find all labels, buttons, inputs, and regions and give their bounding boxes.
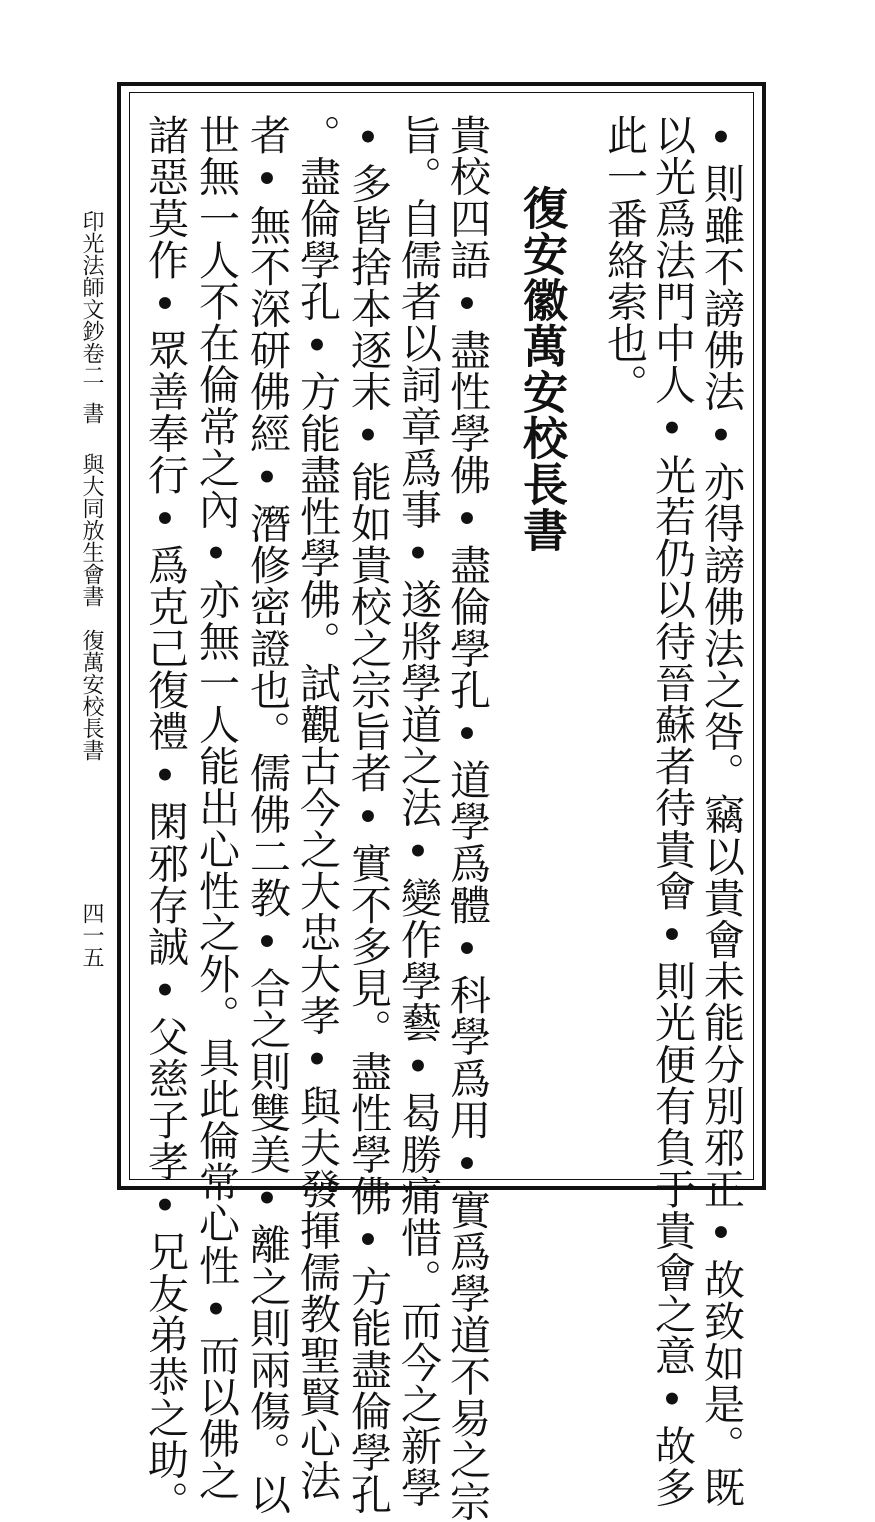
letter-title: 復安徽萬安校長書 bbox=[515, 185, 568, 553]
text-column-6: •多皆捨本逐末•能如貴校之宗旨者•實不多見。盡性學佛•方能盡倫學孔 bbox=[344, 114, 392, 1515]
letter-titles: 與大同放生會書 復萬安校長書 bbox=[79, 453, 104, 761]
text-column-3: 此一番絡索也。 bbox=[600, 114, 648, 406]
text-column-10: 諸惡莫作•眾善奉行•爲克己復禮•閑邪存誠•父慈子孝•兄友弟恭之助。 bbox=[141, 114, 189, 1522]
text-column-9: 世無一人不在倫常之內•亦無一人能出心性之外。具此倫常心性•而以佛之 bbox=[192, 114, 240, 1501]
page-number: 四一五 bbox=[79, 902, 104, 968]
text-column-7: 。盡倫學孔•方能盡性學佛。試觀古今之大忠大孝•與夫發揮儒教聖賢心法 bbox=[293, 114, 341, 1501]
text-column-4: 貴校四語•盡性學佛•盡倫學孔•道學爲體•科學爲用•實爲學道不易之宗 bbox=[443, 114, 491, 1522]
section-label: 書 bbox=[79, 402, 104, 424]
text-column-1: •則雖不謗佛法•亦得謗佛法之咎。竊以貴會未能分別邪正•故致如是。既 bbox=[697, 114, 745, 1508]
text-column-5: 旨。自儒者以詞章爲事•遂將學道之法•變作學藝•曷勝痛惜。而今之新學 bbox=[394, 114, 442, 1508]
text-column-2: 以光爲法門中人•光若仍以待晉蘇者待貴會•則光便有負于貴會之意•故多 bbox=[648, 114, 696, 1508]
text-column-8: 者•無不深研佛經•潛修密證也。儒佛二教•合之則雙美•離之則兩傷。以 bbox=[243, 114, 291, 1515]
book-title: 印光法師文鈔卷二 bbox=[79, 210, 104, 386]
